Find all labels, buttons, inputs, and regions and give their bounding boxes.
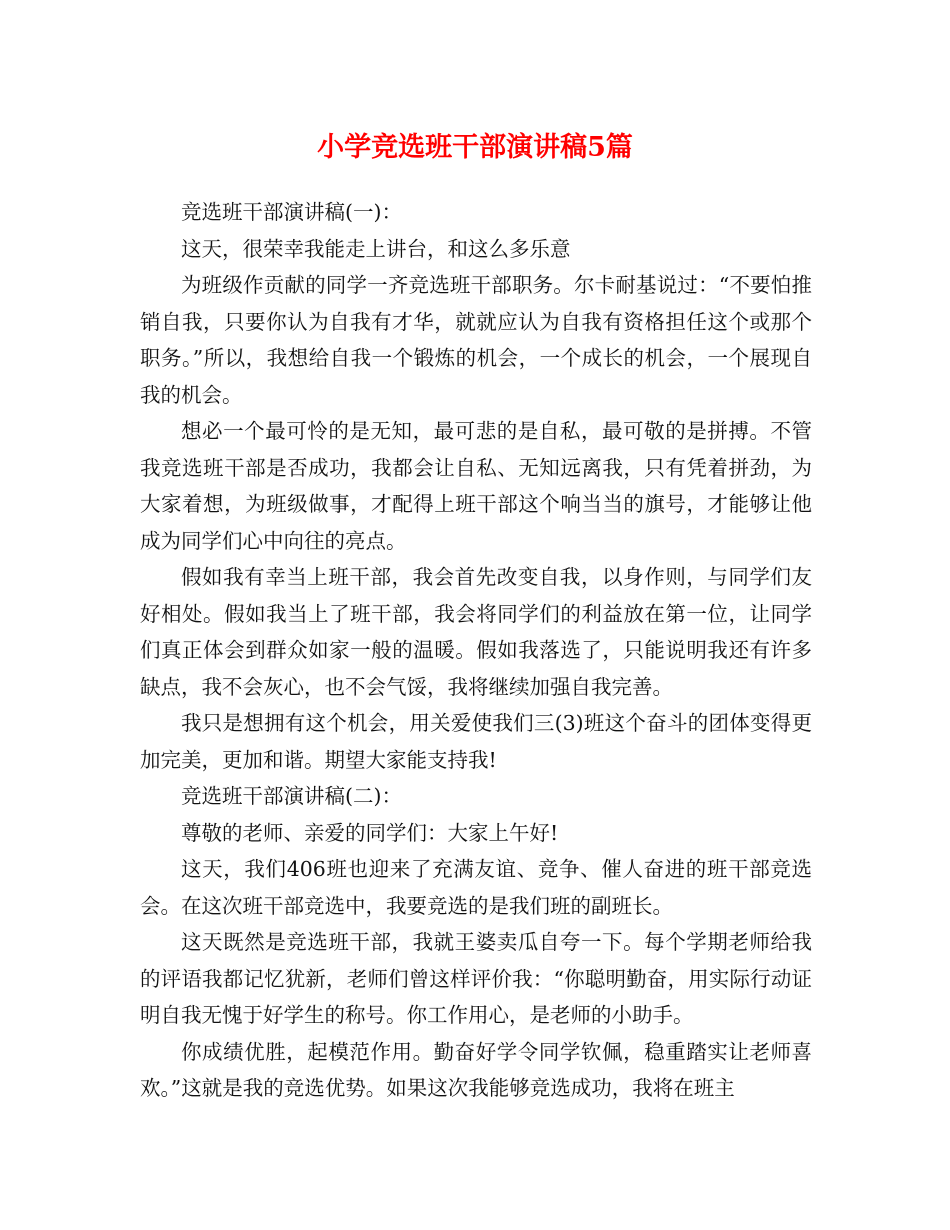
document-body <box>140 194 812 1107</box>
paragraph: 你成绩优胜，起模范作用。勤奋好学令同学钦佩，稳重踏实让老师喜欢。”这就是我的竞选优势。如果这次我能够竞选成功，我将在班主 <box>140 1039 812 1100</box>
paragraph: 想必一个最可怜的是无知，最可悲的是自私，最可敬的是拼搏。不管我竞选班干部是否成功，我都会让自私、无知远离我，只有凭着拼劲，为大家着想，为班级做事，才配得上班干部这个响当当的旗号，才能够让他成为同学们心中向往的亮点。 <box>140 419 812 553</box>
paragraph: 这天，很荣幸我能走上讲台，和这么多乐意 <box>181 236 571 261</box>
paragraph: 尊敬的老师、亲爱的同学们：大家上午好! <box>181 820 559 845</box>
paragraph: 这天，我们406班也迎来了充满友谊、竞争、催人奋进的班干部竞选会。在这次班干部竞选中，我要竞选的是我们班的副班长。 <box>140 857 812 918</box>
paragraph: 假如我有幸当上班干部，我会首先改变自我，以身作则，与同学们友好相处。假如我当上了班干部，我会将同学们的利益放在第一位，让同学们真正体会到群众如家一般的温暖。假如我落选了，只能说明我还有许多缺点，我不会灰心，也不会气馁，我将继续加强自我完善。 <box>140 565 812 699</box>
paragraph: 为班级作贡献的同学一齐竞选班干部职务。尔卡耐基说过：“不要怕推销自我，只要你认为自我有才华，就就应认为自我有资格担任这个或那个职务。”所以，我想给自我一个锻炼的机会，一个成长的机会，一个展现自我的机会。 <box>140 273 812 407</box>
paragraph: 我只是想拥有这个机会，用关爱使我们三(3)班这个奋斗的团体变得更加完美，更加和谐。期望大家能支持我! <box>140 711 812 772</box>
paragraph: 竞选班干部演讲稿(一)： <box>181 200 402 224</box>
document-title: 小学竞选班干部演讲稿5篇 <box>317 132 633 163</box>
paragraph: 这天既然是竞选班干部，我就王婆卖瓜自夸一下。每个学期老师给我的评语我都记忆犹新，老师们曾这样评价我：“你聪明勤奋，用实际行动证明自我无愧于好学生的称号。你工作用心，是老师的小助手。 <box>140 930 812 1027</box>
paragraph: 竞选班干部演讲稿(二)： <box>181 784 402 808</box>
